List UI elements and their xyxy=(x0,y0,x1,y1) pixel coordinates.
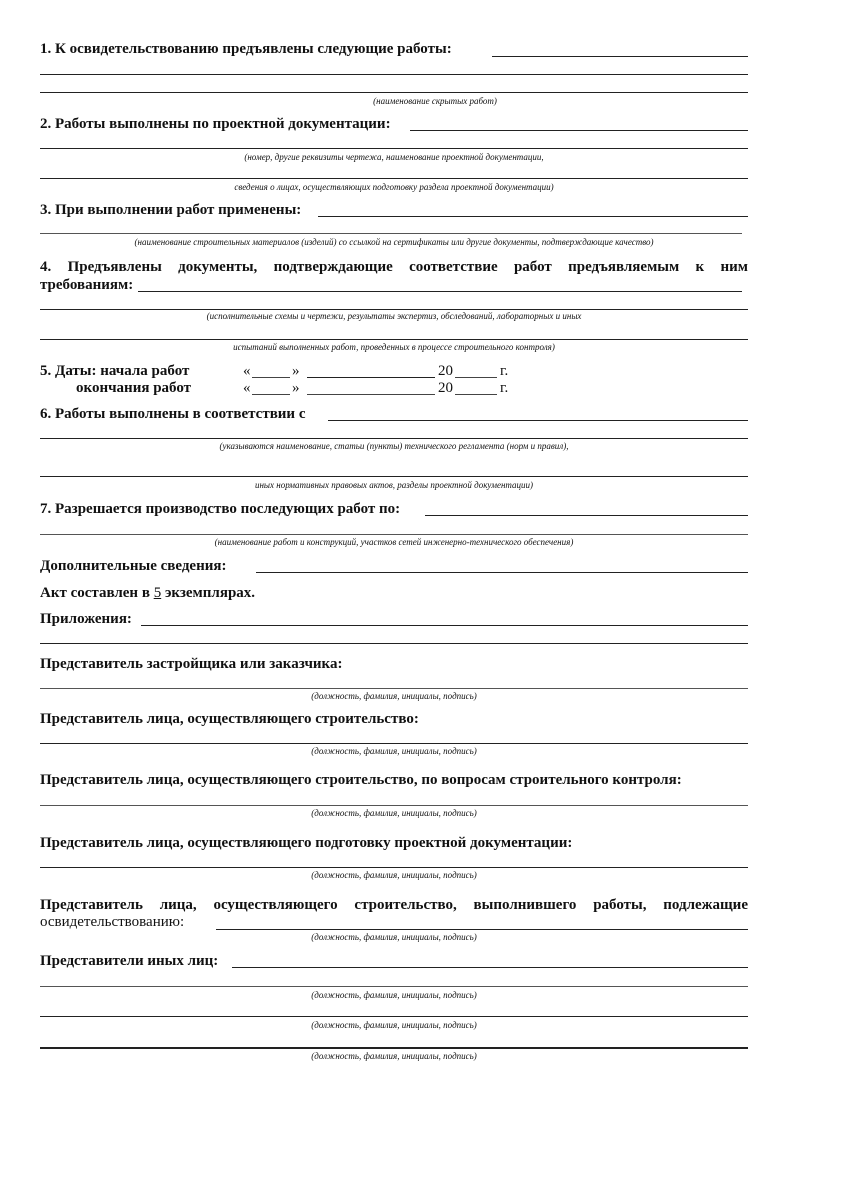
hidden-works-line-3[interactable] xyxy=(40,92,748,93)
start-month-field[interactable] xyxy=(307,377,435,378)
section6-label: 6. Работы выполнены в соответствии с xyxy=(40,406,306,422)
next-works-field[interactable] xyxy=(425,515,748,516)
others-note-1: (должность, фамилия, инициалы, подпись) xyxy=(311,990,477,1000)
others-line-4[interactable] xyxy=(40,1047,748,1049)
end-quote-close: » xyxy=(292,380,300,396)
hidden-works-note: (наименование скрытых работ) xyxy=(373,96,497,106)
rep-customer-label: Представитель застройщика или заказчика: xyxy=(40,656,343,672)
hidden-works-line-2[interactable] xyxy=(40,74,748,75)
rep-builder-field[interactable] xyxy=(40,743,748,744)
documents-note-1: (исполнительные схемы и чертежи, результаты экспертиз, обследований, лабораторных и иных xyxy=(206,311,582,321)
rep-control-field[interactable] xyxy=(40,805,748,806)
others-label: Представители иных лиц: xyxy=(40,953,219,969)
section5-label: 5. Даты: начала работ xyxy=(40,363,190,379)
rep-designer-note: (должность, фамилия, инициалы, подпись) xyxy=(311,870,477,880)
documents-line-2[interactable] xyxy=(40,309,748,310)
project-docs-field[interactable] xyxy=(410,130,748,131)
others-field-1[interactable] xyxy=(232,967,748,968)
start-quote-open: « xyxy=(243,363,251,379)
compliance-line-2[interactable] xyxy=(40,438,748,439)
attachments-label: Приложения: xyxy=(40,611,132,627)
rep-builder-note: (должность, фамилия, инициалы, подпись) xyxy=(311,746,477,756)
rep-designer-field[interactable] xyxy=(40,867,748,868)
next-works-note: (наименование работ и конструкций, участков сетей инженерно-технического обеспечения) xyxy=(214,537,574,547)
attachments-line-2[interactable] xyxy=(40,643,748,644)
start-quote-close: » xyxy=(292,363,300,379)
additional-label: Дополнительные сведения: xyxy=(40,558,227,574)
copies-suffix: экземплярах. xyxy=(164,585,256,601)
start-year-prefix: 20 xyxy=(438,363,453,379)
attachments-field[interactable] xyxy=(141,625,748,626)
end-day-field[interactable] xyxy=(252,394,290,395)
end-year-suffix: г. xyxy=(500,380,509,396)
start-year-field[interactable] xyxy=(455,377,497,378)
end-month-field[interactable] xyxy=(307,394,435,395)
rep-performer-label-line-2: освидетельствованию: xyxy=(40,914,185,930)
documents-note-2: испытаний выполненных работ, проведенных в процессе строительного контроля) xyxy=(233,342,555,352)
next-works-line-2[interactable] xyxy=(40,534,748,535)
rep-performer-field[interactable] xyxy=(216,929,748,930)
compliance-line-3[interactable] xyxy=(40,476,748,477)
project-docs-note-1: (номер, другие реквизиты чертежа, наименование проектной документации, xyxy=(244,152,544,162)
others-note-3: (должность, фамилия, инициалы, подпись) xyxy=(311,1051,477,1061)
end-year-prefix: 20 xyxy=(438,380,453,396)
materials-field[interactable] xyxy=(318,216,748,217)
section4-label-line-2: требованиям: xyxy=(40,277,134,293)
materials-line-2[interactable] xyxy=(40,233,742,234)
others-note-2: (должность, фамилия, инициалы, подпись) xyxy=(311,1020,477,1030)
documents-field[interactable] xyxy=(138,291,742,292)
start-year-suffix: г. xyxy=(500,363,509,379)
compliance-field[interactable] xyxy=(328,420,748,421)
rep-control-label: Представитель лица, осуществляющего строительство, по вопросам строительного контроля: xyxy=(40,772,682,788)
section1-label: 1. К освидетельствованию предъявлены следующие работы: xyxy=(40,41,452,57)
end-year-field[interactable] xyxy=(455,394,497,395)
rep-customer-note: (должность, фамилия, инициалы, подпись) xyxy=(311,691,477,701)
others-line-2[interactable] xyxy=(40,986,748,987)
section7-label: 7. Разрешается производство последующих работ по: xyxy=(40,501,401,517)
copies-count[interactable]: 5 xyxy=(153,585,162,601)
section2-label: 2. Работы выполнены по проектной документации: xyxy=(40,116,391,132)
compliance-note-2: иных нормативных правовых актов, разделы проектной документации) xyxy=(254,480,534,490)
section3-label: 3. При выполнении работ применены: xyxy=(40,202,302,218)
others-line-3[interactable] xyxy=(40,1016,748,1017)
rep-designer-label: Представитель лица, осуществляющего подготовку проектной документации: xyxy=(40,835,573,851)
rep-builder-label: Представитель лица, осуществляющего строительство: xyxy=(40,711,419,727)
copies-prefix: Акт составлен в xyxy=(40,585,150,601)
rep-performer-note: (должность, фамилия, инициалы, подпись) xyxy=(311,932,477,942)
start-day-field[interactable] xyxy=(252,377,290,378)
compliance-note-1: (указываются наименование, статьи (пункты) технического регламента (норм и правил), xyxy=(219,441,569,451)
end-date-label: окончания работ xyxy=(76,380,192,396)
hidden-works-field[interactable] xyxy=(492,56,748,57)
additional-field[interactable] xyxy=(256,572,748,573)
rep-performer-label-line-1: Представитель лица, осуществляющего строительство, выполнившего работы, подлежащие xyxy=(40,897,748,913)
project-docs-line-2[interactable] xyxy=(40,148,748,149)
copies-line xyxy=(40,584,255,602)
rep-control-note: (должность, фамилия, инициалы, подпись) xyxy=(311,808,477,818)
documents-line-3[interactable] xyxy=(40,339,748,340)
end-quote-open: « xyxy=(243,380,251,396)
materials-note: (наименование строительных материалов (изделий) со ссылкой на сертификаты или другие документы, подтверждающие качество) xyxy=(134,237,654,247)
project-docs-line-3[interactable] xyxy=(40,178,748,179)
section4-label-line-1: 4. Предъявлены документы, подтверждающие соответствие работ предъявляемым к ним xyxy=(40,259,748,275)
project-docs-note-2: сведения о лицах, осуществляющих подготовку раздела проектной документации) xyxy=(234,182,554,192)
rep-customer-field[interactable] xyxy=(40,688,748,689)
